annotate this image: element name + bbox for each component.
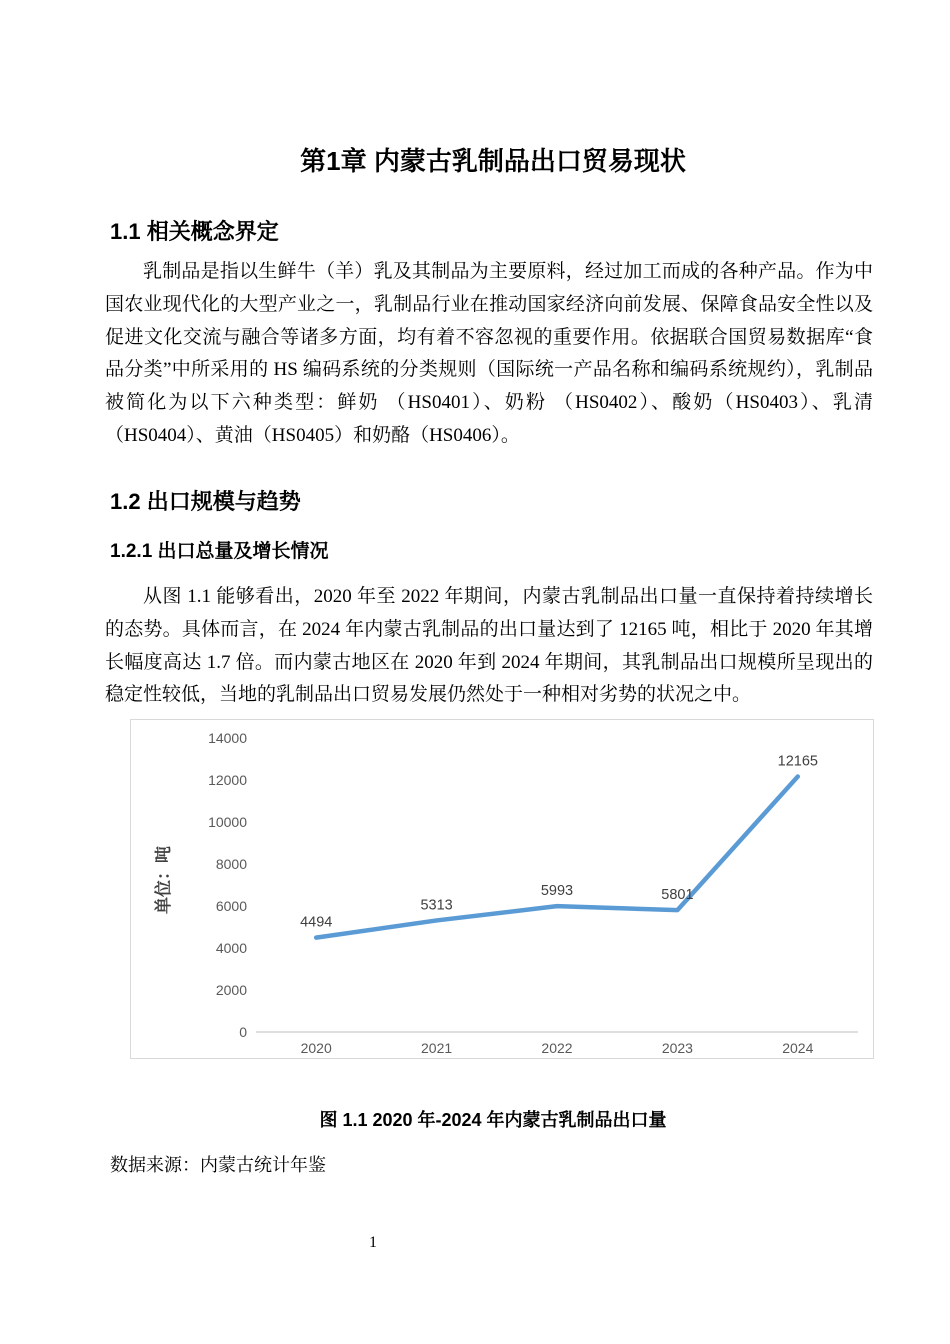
data-point-label: 5313 xyxy=(420,897,453,914)
data-point-label: 5801 xyxy=(661,887,694,904)
section-heading-1-2: 1.2 出口规模与趋势 xyxy=(110,489,301,514)
export-line-chart-svg xyxy=(131,720,873,1058)
data-point-label: 12165 xyxy=(777,753,818,770)
subsection-heading-1-2-1: 1.2.1 出口总量及增长情况 xyxy=(110,541,329,562)
x-axis-tick-label: 2022 xyxy=(541,1040,573,1056)
data-point-label: 5993 xyxy=(540,883,574,900)
section-heading-1-1: 1.1 相关概念界定 xyxy=(110,219,279,244)
paragraph-concept-definition: 乳制品是指以生鲜牛（羊）乳及其制品为主要原料，经过加工而成的各种产品。作为中国农业现代化的大型产业之一，乳制品行业在推动国家经济向前发展、保障食品安全性以及促进文化交流与融合等诸多方面，均有着不容忽视的重要作用。依据联合国贸易数据库“食品分类”中所采用的 HS 编码系统的分类规则（国际统一产品名称和编码系统规约），乳制品被简化为以下六种类型：鲜奶 （HS0401）、奶粉 （HS0402）、酸奶（HS0403）、乳清（HS0404）、黄油（HS0405）和奶酪（HS0406）。 xyxy=(105,261,873,446)
figure-caption: 图 1.1 2020 年-2024 年内蒙古乳制品出口量 xyxy=(319,1110,667,1130)
x-axis-tick-label: 2021 xyxy=(421,1040,453,1056)
x-axis-tick-label: 2024 xyxy=(782,1040,814,1056)
y-axis-tick-label: 4000 xyxy=(215,940,247,956)
series-line xyxy=(316,777,798,938)
y-axis-tick-label: 14000 xyxy=(208,730,247,746)
x-axis-tick-label: 2023 xyxy=(661,1040,693,1056)
y-axis-tick-label: 0 xyxy=(239,1024,247,1040)
data-point-label: 4494 xyxy=(300,914,333,931)
y-axis-tick-label: 6000 xyxy=(215,898,247,914)
y-axis-tick-label: 10000 xyxy=(208,814,247,830)
page-number: 1 xyxy=(369,1234,377,1251)
data-source-note: 数据来源：内蒙古统计年鉴 xyxy=(110,1155,326,1175)
paragraph-export-growth: 从图 1.1 能够看出，2020 年至 2022 年期间，内蒙古乳制品出口量一直保持着持续增长的态势。具体而言，在 2024 年内蒙古乳制品的出口量达到了 12165 吨，相比于 2020 年其增长幅度高达 1.7 倍。而内蒙古地区在 2020 年到 2024 年期间，其乳制品出口规模所呈现出的稳定性较低，当地的乳制品出口贸易发展仍然处于一种相对劣势的状况之中。 xyxy=(105,586,873,706)
y-axis-title: 单位：吨 xyxy=(154,846,173,914)
y-axis-tick-label: 8000 xyxy=(215,856,247,872)
x-axis-tick-label: 2020 xyxy=(300,1040,332,1056)
chapter-title: 第1章 内蒙古乳制品出口贸易现状 xyxy=(300,146,686,176)
y-axis-tick-label: 12000 xyxy=(208,772,247,788)
y-axis-tick-label: 2000 xyxy=(215,982,247,998)
export-line-chart xyxy=(130,719,874,1059)
